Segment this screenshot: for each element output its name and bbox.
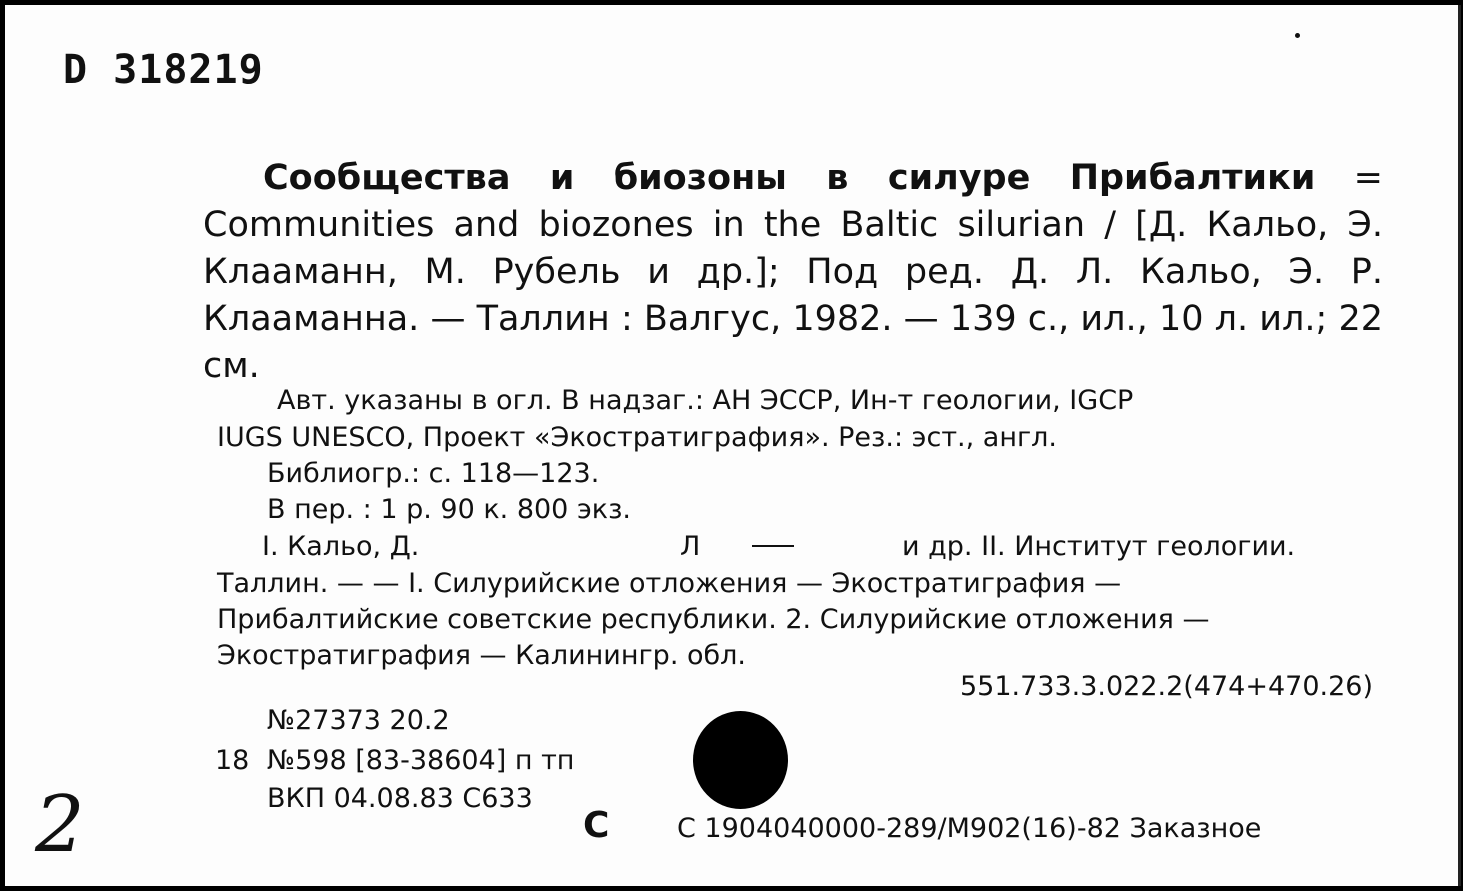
entry-description: = Communities and biozones in the Baltic silurian / [Д. Кальо, Э. Клааманн, М. Рубель и др.]; Под ред. Д. Л. Кальо, Э. Р. Клааманна. — Таллин : Валгус, 1982. — 139 с., ил., 10 л. ил.; 22 см. [203,158,1383,386]
note-line-project: IUGS UNESCO, Проект «Экостратиграфия». Рез.: эст., англ. [217,422,1058,453]
note-line-bibliography: Библиогр.: с. 118—123. [267,458,600,489]
call-number: D 318219 [63,47,264,93]
added-entry-author: I. Кальо, Д. [262,531,420,562]
footer-prefix: 18 [215,745,250,776]
footer-order-number: №598 [83-38604] п тп [267,745,575,776]
added-entry-initial: Л [680,531,701,562]
catalog-card [5,5,1461,886]
note-line-subjects-2: Прибалтийские советские республики. 2. Силурийские отложения — [217,604,1210,635]
notes-block [217,383,1385,683]
entry-title: Сообщества и биозоны в силуре Прибалтики [263,158,1316,198]
note-line-subjects-1: Таллин. — — I. Силурийские отложения — Экостратиграфия — [217,568,1122,599]
note-line-price: В пер. : 1 р. 90 к. 800 экз. [267,494,632,525]
udc-code: 551.733.3.022.2(474+470.26) [960,671,1373,702]
speck [1295,33,1300,38]
handwritten-number: 2 [35,780,85,870]
stamp-letter: С [583,805,610,846]
note-line-subjects-3: Экостратиграфия — Калинингр. обл. [217,640,746,671]
footer-classification-code: С 1904040000-289/М902(16)-82 Заказное [677,813,1262,844]
added-entry-institute: и др. II. Институт геологии. [902,531,1296,562]
bibliographic-entry [203,155,1383,390]
footer-record-number: №27373 20.2 [267,705,450,736]
note-line-added-entries [262,529,1382,564]
erased-mark [752,545,794,547]
note-line-authors: Авт. указаны в огл. В надзаг.: АН ЭССР, Ин-т геологии, IGCP [277,385,1134,416]
punch-hole [693,711,788,809]
footer-vkp: ВКП 04.08.83 С633 [267,783,533,814]
